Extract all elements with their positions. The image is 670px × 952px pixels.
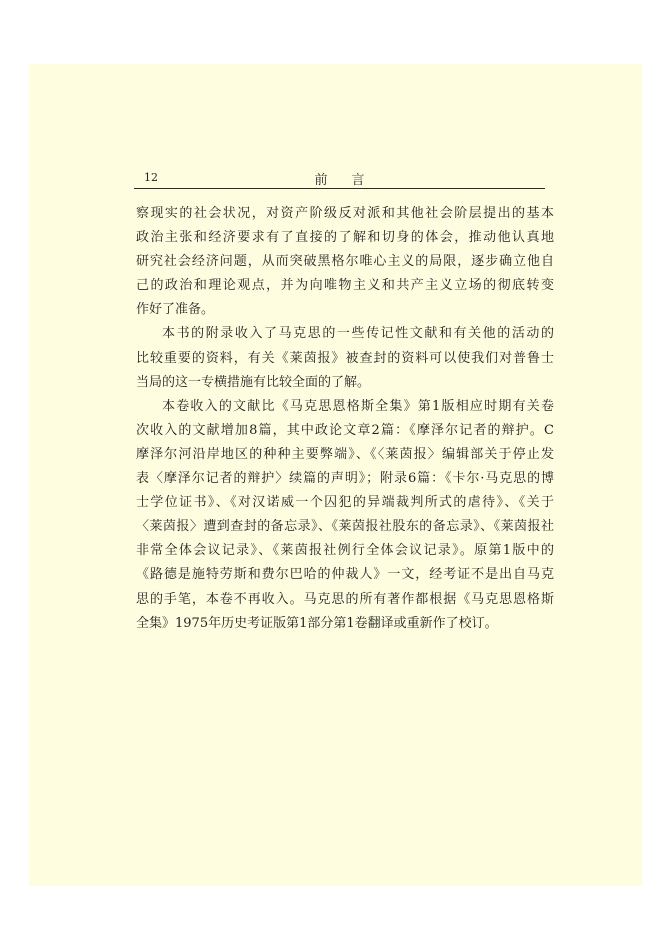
text-line: 察现实的社会状况，对资产阶级反对派和其他社会阶层提出的基本 [136,206,554,221]
text-line: 政治主张和经济要求有了直接的了解和切身的体会，推动他认真地 [136,230,554,246]
text-line: 〈莱茵报〉遭到查封的备忘录》、《莱茵报社股东的备忘录》、《莱茵报社 [136,519,554,535]
running-title: 前言 [314,173,389,188]
running-header [134,166,545,189]
text-line: 非常全体会议记录》、《莱茵报社例行全体会议记录》。原第1版中的 [136,543,554,559]
text-line: 研究社会经济问题，从而突破黑格尔唯心主义的局限，逐步确立他自 [136,254,554,270]
text-line: 作好了准备。 [136,302,215,318]
text-line: 己的政治和理论观点，并为向唯物主义和共产主义立场的彻底转变 [136,278,554,294]
text-line: 士学位证书》、《对汉诺威一个囚犯的异端裁判所式的虐待》、《关于 [136,495,554,511]
text-line: 《路德是施特劳斯和费尔巴哈的仲裁人》一文，经考证不是出自马克 [136,567,554,583]
text-line: 摩泽尔河沿岸地区的种种主要弊端》、《〈莱茵报〉编辑部关于停止发 [136,446,554,462]
body-text [136,202,554,636]
text-line: 本书的附录收入了马克思的一些传记性文献和有关他的活动的 [162,326,554,342]
text-line: 思的手笔，本卷不再收入。马克思的所有著作都根据《马克思恩格斯 [136,591,554,607]
text-line: 表〈摩泽尔记者的辩护〉续篇的声明》；附录6篇：《卡尔·马克思的博 [136,471,554,487]
text-line: 次收入的文献增加8篇，其中政论文章2篇：《摩泽尔记者的辩护。C [136,422,554,438]
text-line: 全集》1975年历史考证版第1部分第1卷翻译或重新作了校订。 [136,615,498,631]
page-number: 12 [144,171,158,184]
text-line: 比较重要的资料，有关《莱茵报》被查封的资料可以使我们对普鲁士 [136,350,554,366]
text-line: 当局的这一专横措施有比较全面的了解。 [136,374,371,390]
text-line: 本卷收入的文献比《马克思恩格斯全集》第1版相应时期有关卷 [162,398,554,414]
